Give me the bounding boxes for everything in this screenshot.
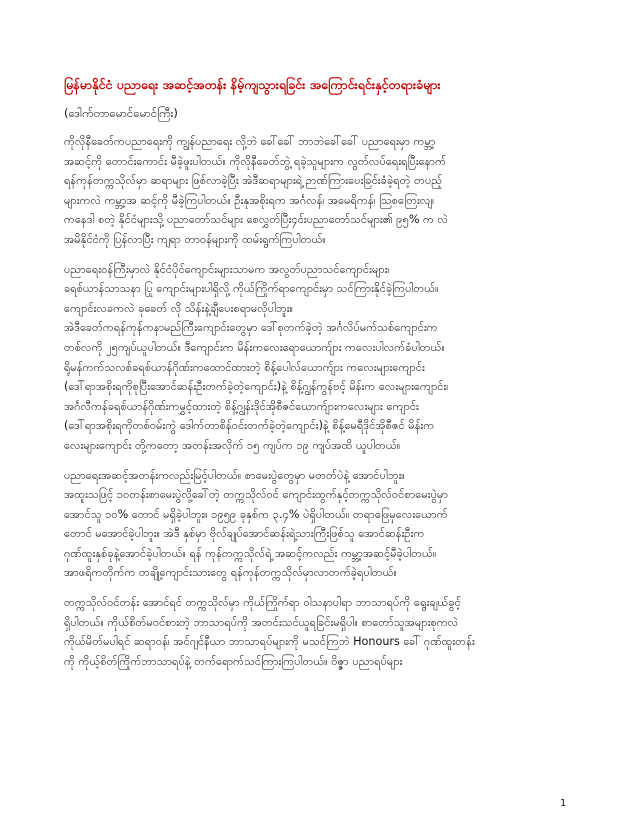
paragraph: [64, 466, 576, 584]
text-line: (ဒေါ်ရာအစိုးရကိုတစ်ဝမ်းကွဲ ဒေါက်တာစိန်ဝင်းတက်ခဲ့တဲ့ကျောင်း)နဲ့ စိန့်မေရီဒိုင်အိုစီဇင် မိန်းက: [64, 419, 435, 433]
text-line: အင်္ဂလီကန်ခရစ်ယာန်ဂိုဏ်းကမွှင့်ထားတဲ့ စိန့်ဂျွန်းဒိုင်အိုစီဇင်ယောက်ျားကလေးများ ကျောင်း: [64, 399, 419, 413]
text-line: လေးများကျောင်း တို့ကတော့ အတန်းအလိုက် ၁၅ ကျပ်က ၁၉ ကျပ်အထိ ယူပါတယ်။: [64, 438, 401, 452]
document-title: မြန်မာနိုင်ငံ ပညာရေး အဆင့်အတန်း နိမ့်ကျသွားရခြင်း အကြောင်းရင်းနှင့်တရားခံများ: [64, 77, 441, 92]
text-line: ဂုဏ်ထူးနှစ်ခုနဲ့အောင်ခဲ့ပါတယ်။ ရန် ကုန်တက္ကသိုလ်ရဲ့ အဆင့်ကလည်း ကမ္ဘာ့အဆင့်မီခဲ့ပါတယ်။: [64, 546, 437, 560]
text-line: များကလဲ ကမ္ဘာ့အ ဆင့်ကို မီခဲ့ကြပါတယ်။ ဦးနုအစိုးရက အင်္ဂလန်၊ အမေရိကန်၊ ဩစတြေးလျ၊: [64, 193, 434, 207]
text-line: ကျောင်းလခကလဲ ခုခေတ် လို သိန်းနဲ့ချီပေးစရာမလိုပါဘူး။: [64, 301, 294, 315]
text-line: အောင်သူ ၁၀% တောင် မရှိခဲ့ပါဘူး။ ၁၉၅၉ ခုနှစ်က ၃.၄% ပဲရှိပါတယ်။ တရာဖြေမှလေးယောက်: [64, 507, 448, 521]
text-line: ကိုယ်မိတ်မပါရင် ဆရာဝန်၊ အင်ဂျင်နီယာ ဘာသာရပ်များကို မသင်ကြဘဲ Honours ခေါ် ဂုဏ်ထူးတန်း: [64, 635, 475, 649]
text-line: ခရစ်ယာန်သာသနာ ပြု ကျောင်းများပါရှိလို့ ကိုယ်ကြိုက်ရာကျောင်းမှာ သင်ကြားနိုင်ခဲ့ကြပါတယ်။: [64, 282, 439, 296]
text-line: အထူးသဖြင့် ၁၀တန်းစာမေးပွဲလို့ခေါ်တဲ့ တက္ကသိုလ်ဝင် ကျောင်းထွက်နှင့်တက္ကသိုလ်ဝင်စာမေးပွဲမှာ: [64, 488, 448, 502]
paragraph: [64, 132, 576, 250]
author-line: (ဒေါက်တာမောင်မောင်ကြီး): [64, 106, 178, 120]
text-line: ရန်ကုန်တက္ကသိုလ်မှာ ဆရာများ ဖြစ်လာခဲ့ပြီး အဲဒီဆရာများရဲ့ ဉာဏ်ကြားပေးခြင်းခံခဲ့ရတဲ့ တပည့်: [64, 174, 443, 188]
text-line: အာဖရိကတိုက်က တချို့ကျောင်းသားတွေ ရန်ကုန်တက္ကသိုလ်မှာလာတက်ခဲ့ရပါတယ်။: [64, 566, 397, 580]
text-line: ကိုလိုနီခေတ်ကပညာရေးကို ကျွန်ပညာရေး လို့ဘဲ ခေါ်ခေါ် ဘာဘဲခေါ်ခေါ် ပညာရေးမှာ ကမ္ဘာ့: [64, 135, 436, 148]
text-line: တောင် မအောင်ခဲ့ပါဘူး။ အဲဒီ နှစ်မှာ ဗိုလ်ချုပ်အောင်ဆန်းရဲ့သားကြီးဖြစ်သူ အောင်ဆန်းဦးက: [64, 527, 425, 541]
text-line: ရှိပါတယ်။ ကိုယ်စိတ်မဝင်စားတဲ့ ဘာသာရပ်ကို အတင်းသင်ယူရခြင်းမရှိပါ။ စာတော်သူအများစုကလဲ: [64, 615, 459, 629]
text-line: တစ်လကို ၂၅ကျပ်ယူပါတယ်။ ဒီကျောင်းက မိန်းကလေးရော‌ယောက်ျား ကလေးပါလက်ခံပါတယ်။: [64, 340, 445, 354]
text-line: အဆင့်ကို တောင်းကောင်း မီခဲ့ဖူးပါတယ်။ ကိုလိုနီခေတ်ဘွဲ့ ရခဲ့သူများက လွတ်လပ်ရေးရပြီးနောက်: [64, 154, 447, 168]
text-line: ပညာရေးအဆင့်အတန်းကလည်းမြင့်ပါတယ်။ စာမေးပွဲတွေမှာ မတတ်ပဲနဲ့ အောင်ပါဘူး။: [64, 468, 405, 482]
text-line: တက္ကသိုလ်ဝင်တန်း အောင်ရင် တက္ကသိုလ်မှာ ကိုယ်ကြိုက်ရာ ဝါသနာပါရာ ဘာသာရပ်ကို ရွေးချယ်ခွင့်: [64, 596, 461, 610]
text-line: အမိနိုင်ငံကို ပြန်လာပြီး ကျရာ တာဝန်များကို ထမ်းရွက်ကြပါတယ်။: [64, 232, 326, 246]
text-line: ပညာရေးဝန်ကြီးမှာလဲ နိုင်ငံပိုင်ကျောင်းများသာမက အလွတ်ပညာသင်ကျောင်းများ၊: [64, 262, 390, 276]
text-line: ကို ကိုယ့်စိတ်ကြိုက်ဘာသာရပ်နဲ့ တက်ရောက်သင်ကြားကြပါတယ်။ ဝိဇ္ဇာ ပညာရပ်များ: [64, 654, 403, 668]
text-line: အဲဒီခေတ်ကရန်ကုန်ကနာမည်ကြီးကျောင်းတွေမှာ ဒေါ်စုတက်ခဲ့တဲ့ အင်္ဂလိပ်မက်သစ်ကျောင်းက: [64, 321, 438, 335]
paragraph: [64, 260, 576, 456]
text-line: (ဒေါ်ရာအစိုးရကိုစုပြီးအောင်ဆန်းဦးတက်ခဲ့တဲ့ကျောင်း)နဲ့ စိန့်ဂျွန်ကွန်ဗင့် မိန်းက လေးများကျောင်း၊: [64, 380, 449, 394]
text-line: ရိုမန်ကက်သလစ်ခရစ်ယာန်ဂိုဏ်းကထောင်ထားတဲ့ စိန့်ပေါလ်ယောက်ျား ကလေးများကျောင်း: [64, 360, 425, 374]
paragraph: [64, 593, 576, 671]
text-line: ကနေဒါ စတဲ့ နိုင်ငံများသို့ ပညာတော်သင်များ စေလွှတ်ပြီး၄င်းပညာတော်သင်များ၏ ၉၅% က လဲ: [64, 213, 449, 227]
page-number: 1: [560, 798, 567, 809]
